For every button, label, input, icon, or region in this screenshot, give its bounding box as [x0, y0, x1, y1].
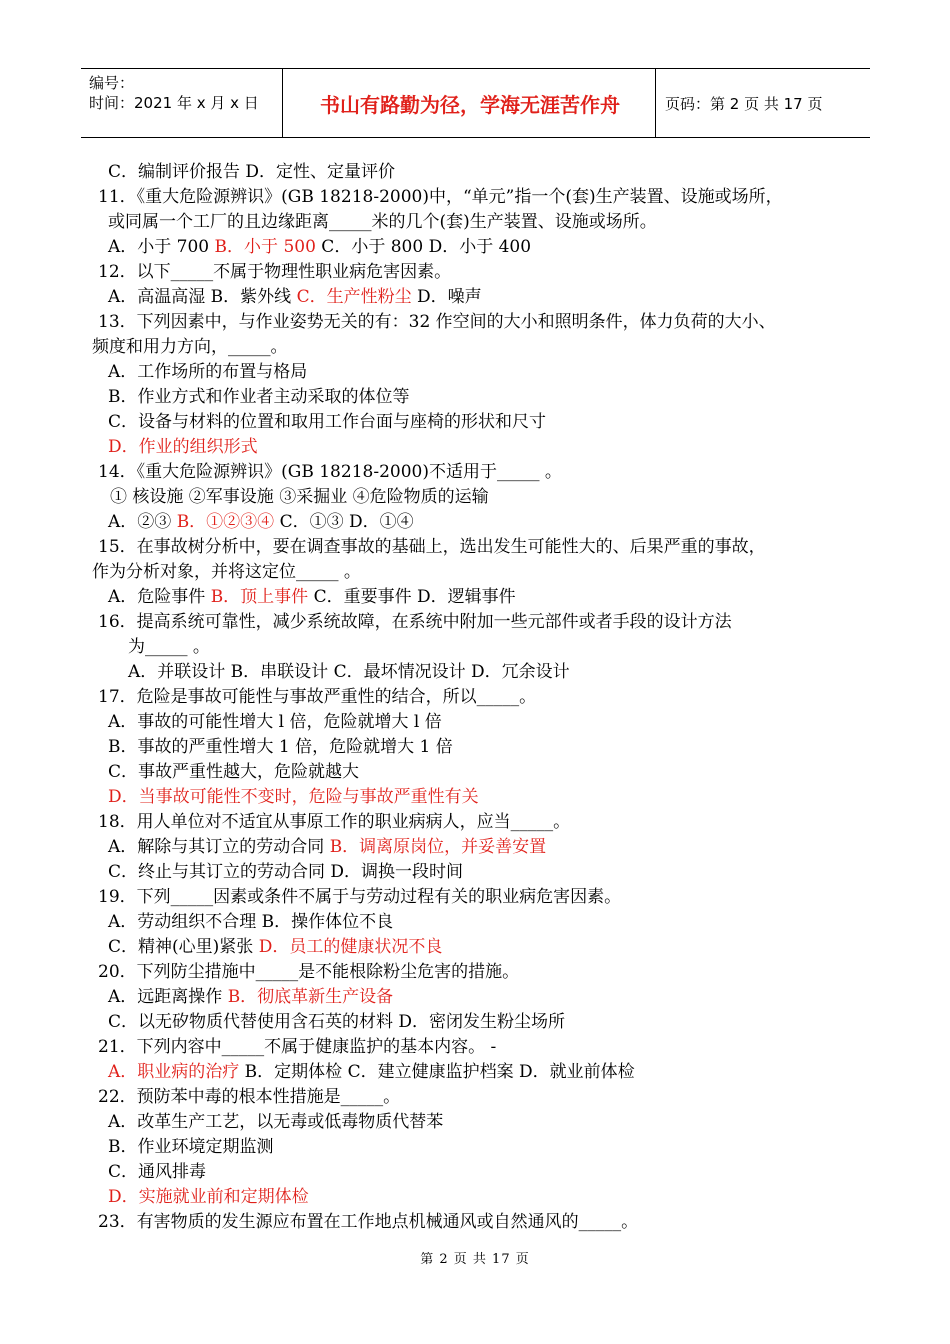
- text-segment: A．工作场所的布置与格局: [108, 362, 308, 382]
- text-line: [98, 1086, 400, 1108]
- text-segment: C．以无矽物质代替使用含石英的材料 D．密闭发生粉尘场所: [108, 1012, 566, 1032]
- text-line: [98, 1036, 496, 1058]
- text-segment: 21．下列内容中_____不属于健康监护的基本内容。 -: [98, 1037, 497, 1057]
- header-divider: [655, 69, 656, 137]
- text-segment: A．远距离操作: [108, 987, 228, 1007]
- text-line: [108, 1111, 443, 1133]
- text-line: [98, 611, 732, 633]
- text-line: [98, 961, 519, 983]
- answer-highlight: D．实施就业前和定期体检: [108, 1187, 309, 1207]
- text-segment: 15．在事故树分析中，要在调查事故的基础上，选出发生可能性大的、后果严重的事故，: [98, 537, 766, 557]
- text-line: [92, 336, 288, 358]
- text-segment: C．设备与材料的位置和取用工作台面与座椅的形状和尺寸: [108, 412, 547, 432]
- text-line: [108, 911, 393, 933]
- header-info: [89, 73, 259, 113]
- text-segment: 22．预防苯中毒的根本性措施是_____。: [98, 1087, 401, 1107]
- text-line: [108, 1161, 206, 1183]
- text-segment: 23．有害物质的发生源应布置在工作地点机械通风或自然通风的_____。: [98, 1212, 639, 1232]
- text-line: [108, 411, 546, 433]
- text-segment: 为_____ 。: [128, 637, 210, 657]
- text-segment: 16．提高系统可靠性，减少系统故障，在系统中附加一些元部件或者手段的设计方法: [98, 612, 732, 632]
- text-segment: A．②③: [108, 512, 177, 532]
- text-segment: C．小于 800 D．小于 400: [315, 237, 532, 257]
- text-segment: A．改革生产工艺，以无毒或低毒物质代替苯: [108, 1112, 444, 1132]
- text-line: [98, 261, 451, 283]
- answer-highlight: C．生产性粉尘: [296, 287, 412, 307]
- text-line: [98, 186, 783, 208]
- text-line: [108, 736, 453, 758]
- text-line: [98, 811, 570, 833]
- text-segment: 14．《重大危险源辨识》(GB 18218-2000)不适用于_____ 。: [98, 462, 562, 482]
- text-line: [92, 561, 361, 583]
- text-segment: D．噪声: [411, 287, 482, 307]
- text-segment: 12．以下_____不属于物理性职业病危害因素。: [98, 262, 452, 282]
- text-line: [110, 486, 489, 508]
- page-header: [81, 68, 870, 138]
- answer-highlight: B．顶上事件: [210, 587, 309, 607]
- text-segment: C．终止与其订立的劳动合同 D．调换一段时间: [108, 862, 464, 882]
- document-number: 编号：: [89, 74, 135, 92]
- text-line: [108, 761, 359, 783]
- answer-highlight: B．彻底革新生产设备: [227, 987, 394, 1007]
- header-motto: 书山有路勤为径，学海无涯苦作舟: [320, 92, 620, 117]
- text-segment: 11．《重大危险源辨识》(GB 18218-2000)中，“单元”指一个(套)生产装置、设施或场所，: [98, 187, 783, 207]
- text-segment: C．重要事件 D．逻辑事件: [308, 587, 516, 607]
- text-line: [98, 1211, 638, 1233]
- text-line: [108, 586, 516, 608]
- text-line: [108, 511, 414, 533]
- text-segment: A．事故的可能性增大 l 倍，危险就增大 l 倍: [108, 712, 442, 732]
- text-line: [108, 161, 395, 183]
- text-segment: A．危险事件: [108, 587, 211, 607]
- text-line: [108, 1136, 274, 1158]
- text-line: [108, 711, 442, 733]
- text-segment: 作为分析对象，并将这定位_____ 。: [92, 562, 361, 582]
- answer-highlight: A．职业病的治疗: [108, 1062, 240, 1082]
- text-line: [98, 461, 562, 483]
- text-line: [108, 1011, 565, 1033]
- text-segment: 18．用人单位对不适宜从事原工作的职业病病人，应当_____。: [98, 812, 571, 832]
- page-footer: 第 2 页 共 17 页: [420, 1252, 530, 1267]
- text-line: [108, 861, 463, 883]
- text-line: [108, 236, 531, 258]
- text-segment: A．劳动组织不合理 B．操作体位不良: [108, 912, 394, 932]
- answer-highlight: B．小于 500: [214, 237, 316, 257]
- text-line: [98, 536, 766, 558]
- text-segment: A．并联设计 B．串联设计 C．最坏情况设计 D．冗余设计: [128, 662, 570, 682]
- text-segment: 20．下列防尘措施中_____是不能根除粉尘危害的措施。: [98, 962, 520, 982]
- text-line: [108, 361, 307, 383]
- text-line: [108, 436, 258, 458]
- header-page-code: 页码：第 2 页 共 17 页: [665, 94, 823, 113]
- answer-highlight: D．当事故可能性不变时，危险与事故严重性有关: [108, 787, 479, 807]
- text-segment: B．作业环境定期监测: [108, 1137, 274, 1157]
- text-line: [108, 211, 657, 233]
- text-line: [128, 636, 210, 658]
- answer-highlight: D．员工的健康状况不良: [258, 937, 443, 957]
- text-segment: A．高温高湿 B．紫外线: [108, 287, 297, 307]
- text-segment: 19．下列_____因素或条件不属于与劳动过程有关的职业病危害因素。: [98, 887, 622, 907]
- header-divider: [282, 69, 283, 137]
- text-segment: ① 核设施 ②军事设施 ③采掘业 ④危险物质的运输: [110, 487, 489, 507]
- text-segment: C．编制评价报告 D．定性、定量评价: [108, 162, 396, 182]
- text-segment: C．通风排毒: [108, 1162, 207, 1182]
- text-line: [98, 311, 776, 333]
- text-segment: 频度和用力方向，_____。: [92, 337, 288, 357]
- text-segment: B．作业方式和作业者主动采取的体位等: [108, 387, 410, 407]
- text-line: [128, 661, 570, 683]
- document-date: 时间：2021 年 x 月 x 日: [89, 94, 259, 112]
- text-line: [108, 986, 393, 1008]
- text-segment: A．小于 700: [108, 237, 215, 257]
- text-line: [108, 386, 410, 408]
- text-segment: C．①③ D．①④: [274, 512, 414, 532]
- text-line: [108, 1061, 635, 1083]
- text-line: [98, 886, 621, 908]
- text-segment: B．定期体检 C．建立健康监护档案 D．就业前体检: [239, 1062, 635, 1082]
- answer-highlight: B．调离原岗位，并妥善安置: [329, 837, 547, 857]
- text-line: [108, 286, 482, 308]
- text-segment: B．事故的严重性增大 1 倍，危险就增大 1 倍: [108, 737, 453, 757]
- text-segment: 13．下列因素中，与作业姿势无关的有：32 作空间的大小和照明条件，体力负荷的大小、: [98, 312, 776, 332]
- text-segment: C．事故严重性越大，危险就越大: [108, 762, 360, 782]
- text-line: [108, 786, 479, 808]
- text-segment: 或同属一个工厂的且边缘距离_____米的几个(套)生产装置、设施或场所。: [108, 212, 657, 232]
- answer-highlight: D．作业的组织形式: [108, 437, 258, 457]
- text-line: [98, 686, 536, 708]
- text-line: [108, 936, 442, 958]
- text-segment: A．解除与其订立的劳动合同: [108, 837, 330, 857]
- text-line: [108, 836, 546, 858]
- text-segment: C．精神(心里)紧张: [108, 937, 259, 957]
- answer-highlight: B．①②③④: [176, 512, 275, 532]
- text-line: [108, 1186, 309, 1208]
- text-segment: 17．危险是事故可能性与事故严重性的结合，所以_____。: [98, 687, 537, 707]
